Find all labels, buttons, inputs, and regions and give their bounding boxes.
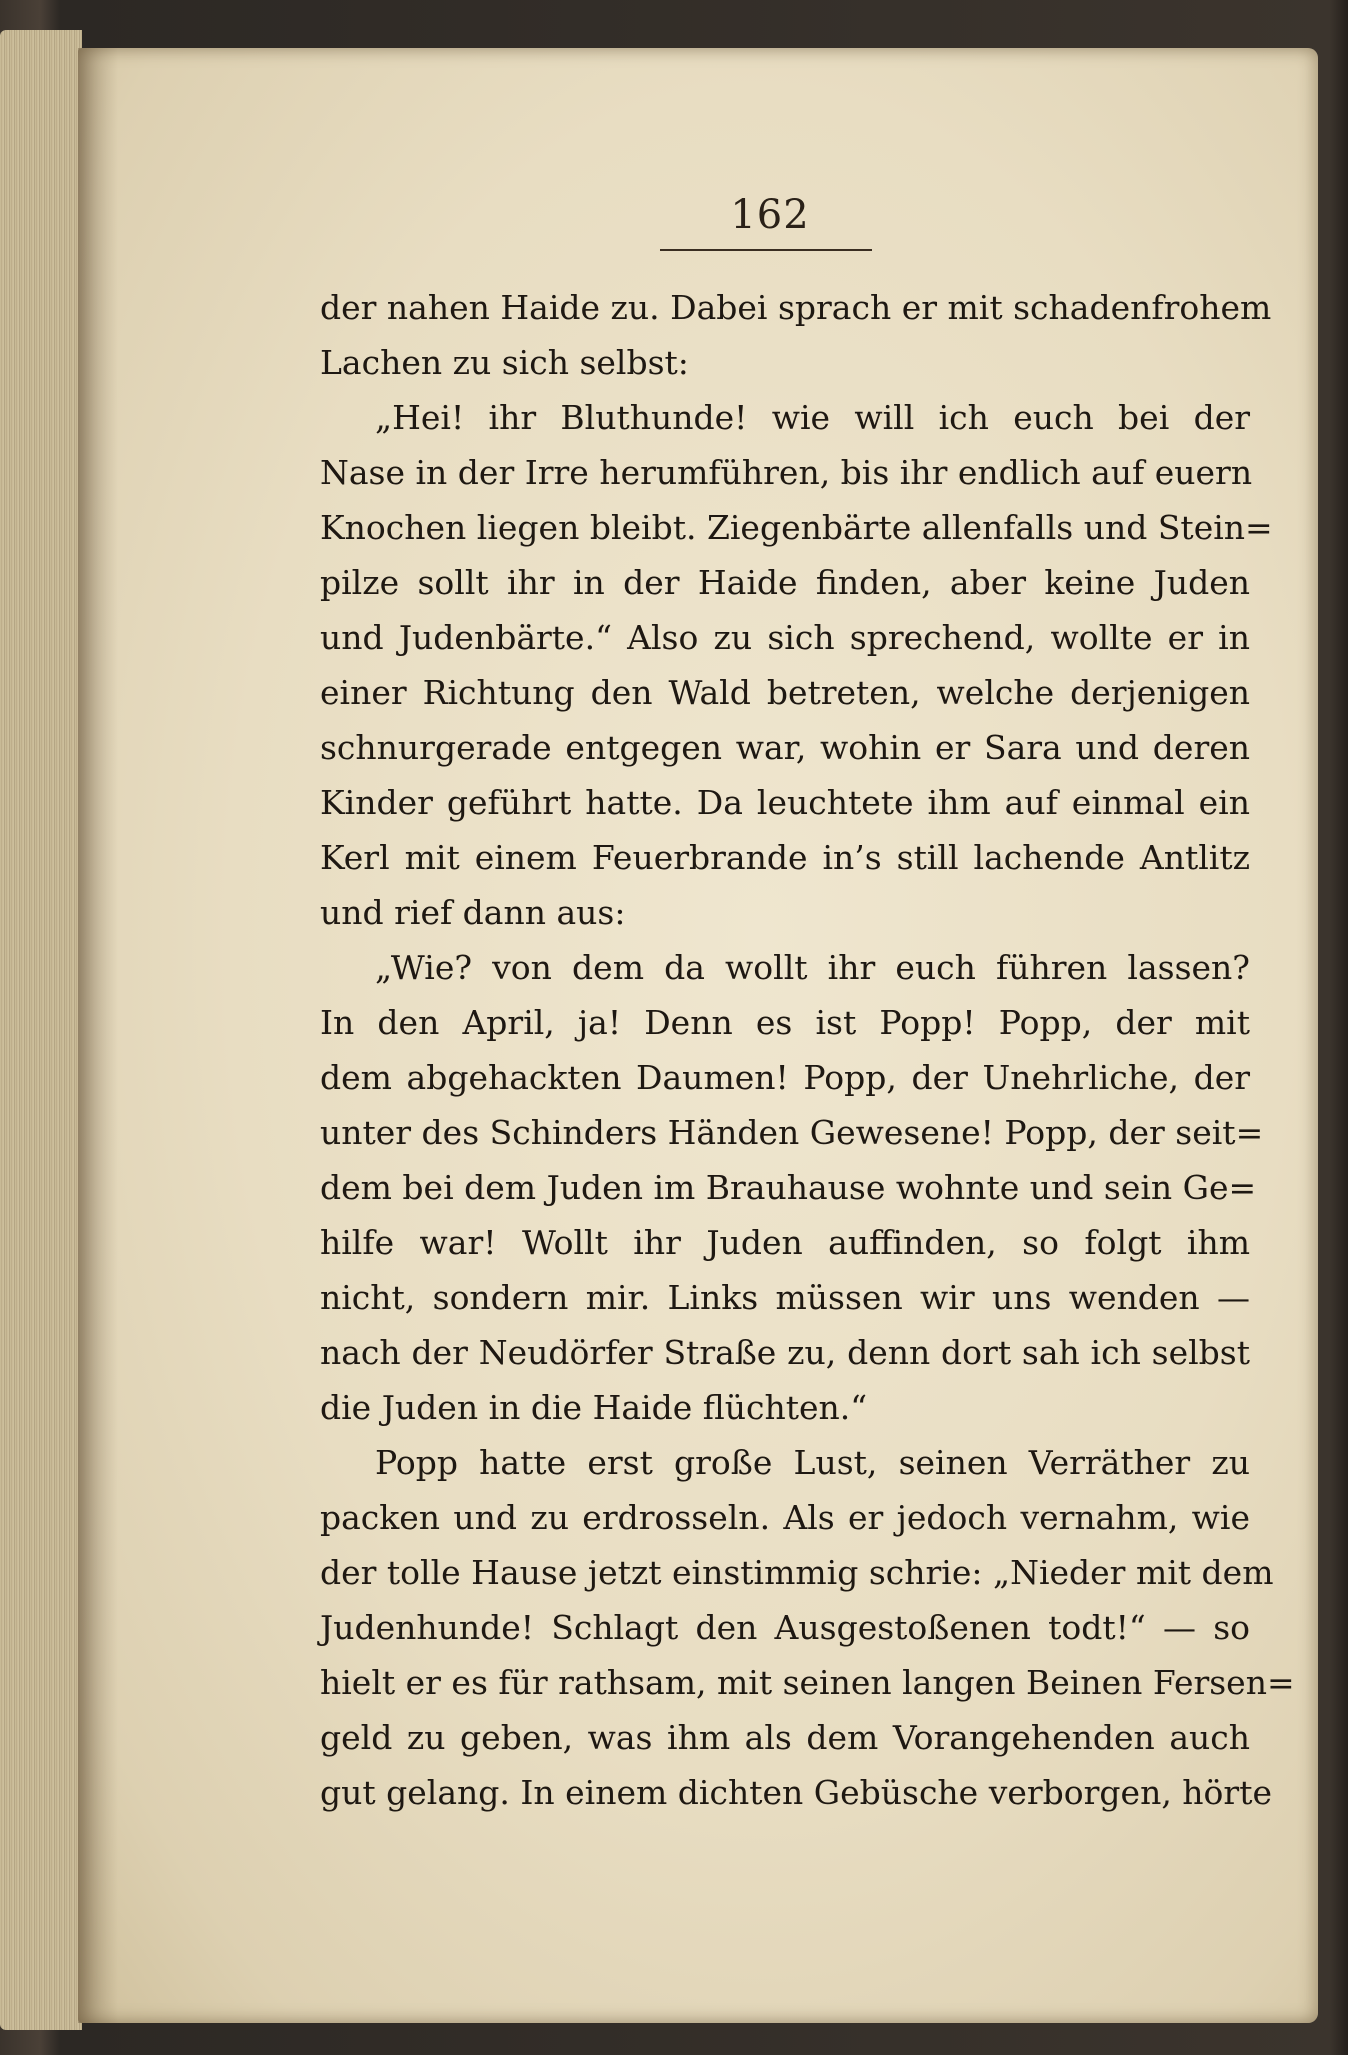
text-line: Knochen liegen bleibt. Ziegenbärte allenfalls und Stein= — [320, 508, 1273, 547]
page-number: 162 — [730, 192, 810, 238]
text-line: In den April, ja! Denn es ist Popp! Popp, der mit — [320, 1003, 1250, 1042]
text-line: Nase in der Irre herumführen, bis ihr endlich auf euern — [320, 453, 1253, 492]
text-line: hielt er es für rathsam, mit seinen langen Beinen Fersen= — [320, 1663, 1295, 1702]
text-line: schnurgerade entgegen war, wohin er Sara und deren — [320, 728, 1250, 767]
text-line: Kinder geführt hatte. Da leuchtete ihm auf einmal ein — [320, 783, 1250, 822]
text-line: einer Richtung den Wald betreten, welche derjenigen — [320, 673, 1250, 712]
text-line: „Hei! ihr Bluthunde! wie will ich euch bei der — [375, 398, 1250, 437]
text-line: packen und zu erdrosseln. Als er jedoch vernahm, wie — [320, 1498, 1250, 1537]
text-line: Lachen zu sich selbst: — [320, 343, 689, 382]
text-line: dem abgehackten Daumen! Popp, der Unehrliche, der — [320, 1058, 1250, 1097]
text-line: der nahen Haide zu. Dabei sprach er mit schadenfrohem — [320, 288, 1272, 327]
text-line: Judenhunde! Schlagt den Ausgestoßenen todt!“ — so — [320, 1608, 1250, 1647]
text-line: dem bei dem Juden im Brauhause wohnte und sein Ge= — [320, 1168, 1257, 1207]
text-line: gut gelang. In einem dichten Gebüsche verborgen, hörte — [320, 1773, 1272, 1812]
text-line: pilze sollt ihr in der Haide finden, aber keine Juden — [320, 563, 1250, 602]
text-line: und Judenbärte.“ Also zu sich sprechend, wollte er in — [320, 618, 1250, 657]
text-line: geld zu geben, was ihm als dem Vorangehenden auch — [320, 1718, 1250, 1757]
text-line: unter des Schinders Händen Gewesene! Popp, der seit= — [320, 1113, 1264, 1152]
text-line: der tolle Hause jetzt einstimmig schrie: „Nieder mit dem — [320, 1553, 1274, 1592]
text-line: hilfe war! Wollt ihr Juden auffinden, so folgt ihm — [320, 1223, 1250, 1262]
text-line: nicht, sondern mir. Links müssen wir uns wenden — — [320, 1278, 1250, 1317]
text-line: Popp hatte erst große Lust, seinen Verräther zu — [375, 1443, 1250, 1482]
text-line: nach der Neudörfer Straße zu, denn dort sah ich selbst — [320, 1333, 1250, 1372]
text-line: „Wie? von dem da wollt ihr euch führen lassen? — [375, 948, 1250, 987]
text-line: Kerl mit einem Feuerbrande in’s still lachende Antlitz — [320, 838, 1250, 877]
text-line: die Juden in die Haide flüchten.“ — [320, 1388, 868, 1427]
text-line: und rief dann aus: — [320, 893, 626, 932]
